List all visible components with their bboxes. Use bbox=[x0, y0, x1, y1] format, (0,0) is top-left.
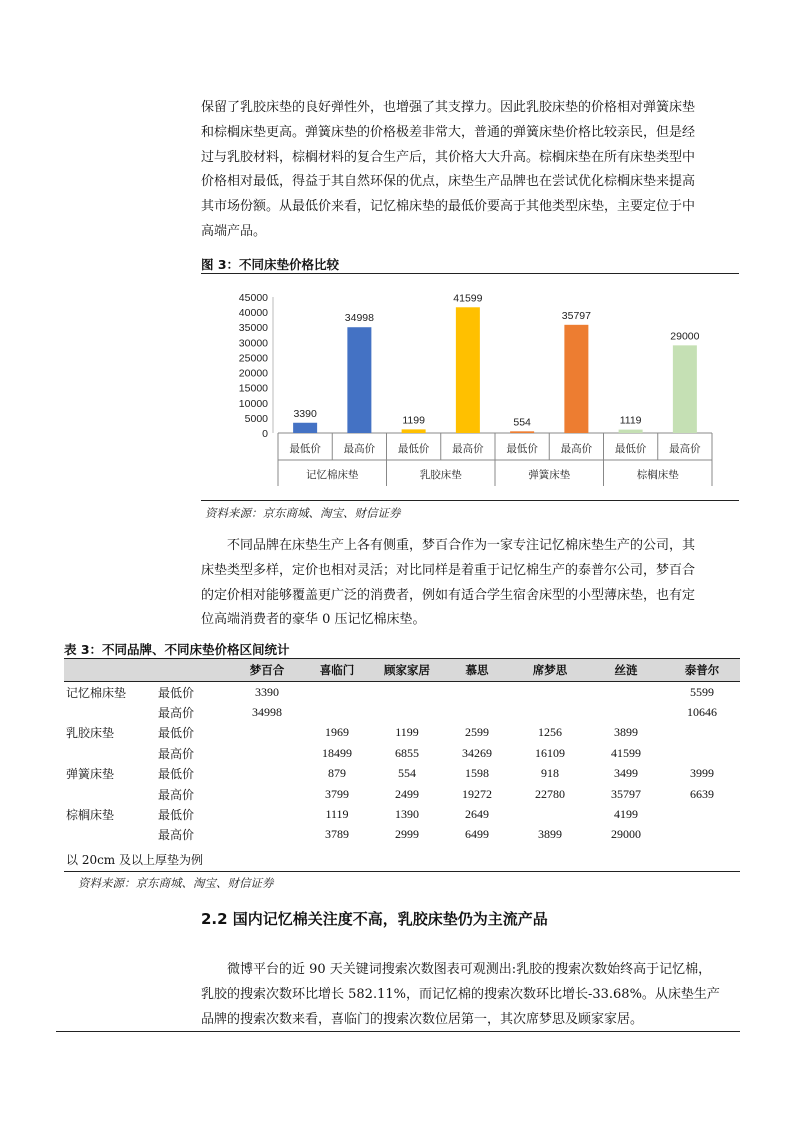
price-cell: 3899 bbox=[538, 827, 562, 842]
mattress-type-cell: 记忆棉床垫 bbox=[66, 685, 127, 700]
y-tick-label: 30000 bbox=[238, 337, 268, 350]
bar-price-type-label: 最低价 bbox=[614, 443, 647, 455]
section-paragraph bbox=[201, 958, 739, 1032]
price-cell bbox=[512, 804, 588, 824]
bar bbox=[510, 431, 534, 433]
price-cell: 2999 bbox=[395, 827, 419, 842]
price-type-cell: 最低价 bbox=[158, 726, 195, 741]
para-line: 价格相对最低，得益于其自然环保的优点，床垫生产品牌也在尝试优化棕榈床垫来提高 bbox=[201, 174, 696, 190]
group-label: 棕榈床垫 bbox=[636, 469, 679, 481]
price-cell: 1390 bbox=[395, 807, 419, 822]
bar-value-label: 1119 bbox=[619, 414, 642, 427]
figure-title: 图 3：不同床垫价格比较 bbox=[201, 257, 340, 272]
price-cell bbox=[664, 825, 740, 845]
price-cell: 879 bbox=[328, 766, 346, 781]
para-line: 保留了乳胶床垫的良好弹性外，也增强了其支撑力。因此乳胶床垫的价格相对弹簧床垫 bbox=[201, 100, 696, 115]
price-type-cell: 最高价 bbox=[158, 706, 195, 721]
header-cell bbox=[148, 659, 232, 682]
price-cell bbox=[588, 682, 664, 703]
para-line: 床垫类型多样，定价也相对灵活；对比同样是着重于记忆棉生产的泰普尔公司，梦百合 bbox=[201, 562, 696, 578]
price-cell: 2649 bbox=[465, 807, 489, 822]
mattress-type-cell bbox=[64, 702, 148, 722]
price-cell bbox=[442, 682, 512, 703]
para-line: 和棕榈床垫更高。弹簧床垫的价格极差非常大，普通的弹簧床垫价格比较亲民，但是经 bbox=[201, 124, 696, 140]
y-tick-label: 5000 bbox=[244, 412, 268, 425]
para-line: 品牌的搜索次数来看，喜临门的搜索次数位居第一，其次席梦思及顾家家居。 bbox=[201, 1011, 644, 1027]
mattress-type-cell: 棕榈床垫 bbox=[66, 808, 115, 823]
price-cell: 3899 bbox=[614, 725, 638, 740]
price-cell bbox=[372, 702, 442, 722]
price-cell bbox=[442, 702, 512, 722]
middle-paragraph bbox=[201, 534, 739, 633]
para-line: 乳胶的搜索次数环比增长 582.11%，而记忆棉的搜索次数环比增长-33.68%。从床垫生产 bbox=[201, 986, 720, 1002]
price-cell: 3789 bbox=[325, 827, 349, 842]
price-cell bbox=[302, 682, 372, 703]
y-tick-label: 15000 bbox=[238, 382, 268, 395]
price-cell: 34269 bbox=[462, 745, 492, 760]
price-cell: 6499 bbox=[465, 827, 489, 842]
bar-value-label: 3390 bbox=[293, 407, 317, 420]
bar-price-type-label: 最低价 bbox=[397, 443, 430, 455]
header-brand-mengbaihe: 梦百合 bbox=[232, 659, 302, 682]
price-cell: 554 bbox=[398, 766, 416, 781]
price-cell: 1256 bbox=[538, 725, 562, 740]
price-cell: 6855 bbox=[395, 745, 419, 760]
table-row bbox=[64, 764, 740, 784]
price-type-cell: 最低价 bbox=[158, 767, 195, 782]
intro-paragraph bbox=[201, 96, 739, 245]
mattress-type-cell bbox=[64, 825, 148, 845]
price-cell: 18499 bbox=[322, 745, 352, 760]
bar-price-type-label: 最高价 bbox=[669, 443, 701, 455]
bar-value-label: 35797 bbox=[561, 309, 591, 322]
price-cell: 1199 bbox=[395, 725, 419, 740]
price-type-cell: 最低价 bbox=[158, 808, 195, 823]
y-tick-label: 20000 bbox=[238, 367, 268, 380]
price-type-cell: 最低价 bbox=[158, 685, 195, 700]
para-line: 高端产品。 bbox=[201, 223, 267, 239]
table-body bbox=[64, 682, 740, 846]
bar bbox=[293, 423, 317, 433]
y-tick-label: 10000 bbox=[238, 397, 268, 410]
table-note: 以 20cm 及以上厚垫为例 bbox=[66, 853, 203, 867]
bar bbox=[564, 325, 588, 433]
table-row bbox=[64, 825, 740, 845]
bar-price-type-label: 最高价 bbox=[343, 443, 376, 455]
price-cell: 34998 bbox=[252, 705, 282, 720]
group-label: 弹簧床垫 bbox=[528, 469, 571, 481]
para-line: 其市场份额。从最低价来看，记忆棉床垫的最低价要高于其他类型床垫，主要定位于中 bbox=[201, 199, 696, 215]
price-cell: 29000 bbox=[611, 827, 641, 842]
y-tick-label: 40000 bbox=[238, 307, 268, 320]
para-line: 的定价相对能够覆盖更广泛的消费者，例如有适合学生宿舍床型的小型薄床垫，也有定 bbox=[201, 587, 696, 603]
price-type-cell: 最高价 bbox=[158, 746, 195, 761]
price-cell bbox=[232, 804, 302, 824]
bar-price-type-label: 最低价 bbox=[506, 443, 538, 455]
table-row bbox=[64, 784, 740, 804]
header-brand-silian: 丝涟 bbox=[588, 659, 664, 682]
bar-value-label: 29000 bbox=[670, 330, 700, 343]
price-cell bbox=[664, 743, 740, 763]
bar bbox=[619, 430, 643, 433]
price-cell: 2599 bbox=[465, 725, 489, 740]
bar bbox=[456, 307, 480, 433]
y-tick-label: 35000 bbox=[238, 322, 268, 335]
price-cell bbox=[232, 764, 302, 784]
price-cell: 5599 bbox=[690, 684, 714, 699]
bar-price-type-label: 最低价 bbox=[289, 443, 321, 455]
price-cell: 1598 bbox=[465, 766, 489, 781]
price-cell bbox=[512, 682, 588, 703]
table-header-row bbox=[64, 659, 740, 682]
price-cell bbox=[372, 682, 442, 703]
bar-value-label: 554 bbox=[513, 416, 531, 429]
bar bbox=[673, 345, 697, 433]
para-line: 过与乳胶材料，棕榈材料的复合生产后，其价格大大升高。棕榈床垫在所有床垫类型中 bbox=[201, 149, 696, 165]
para-line: 位高端消费者的豪华 0 压记忆棉床垫。 bbox=[201, 612, 426, 628]
header-brand-musi: 慕思 bbox=[442, 659, 512, 682]
bar bbox=[347, 327, 371, 433]
price-cell bbox=[588, 702, 664, 722]
table-source: 资料来源：京东商城、淘宝、财信证券 bbox=[78, 876, 274, 890]
price-cell: 4199 bbox=[614, 807, 638, 822]
header-brand-gujiajiaju: 顾家家居 bbox=[372, 659, 442, 682]
header-cell bbox=[64, 659, 148, 682]
table-row bbox=[64, 723, 740, 743]
price-cell bbox=[232, 743, 302, 763]
price-cell bbox=[664, 804, 740, 824]
price-cell: 16109 bbox=[535, 745, 565, 760]
price-cell: 918 bbox=[541, 766, 559, 781]
price-cell: 10646 bbox=[687, 705, 717, 720]
price-cell: 1119 bbox=[325, 807, 349, 822]
mattress-type-cell bbox=[64, 743, 148, 763]
mattress-type-cell bbox=[64, 784, 148, 804]
y-tick-label: 45000 bbox=[238, 292, 268, 304]
price-cell bbox=[232, 784, 302, 804]
price-cell bbox=[664, 723, 740, 743]
bar-value-label: 1199 bbox=[402, 414, 425, 427]
table-row bbox=[64, 804, 740, 824]
group-label: 记忆棉床垫 bbox=[306, 469, 359, 481]
page-bottom-rule bbox=[56, 1031, 740, 1032]
table-header bbox=[64, 659, 740, 682]
table-title: 表 3：不同品牌、不同床垫价格区间统计 bbox=[64, 642, 290, 657]
price-cell: 3799 bbox=[325, 786, 349, 801]
price-cell bbox=[512, 702, 588, 722]
price-cell bbox=[302, 702, 372, 722]
y-tick-label: 25000 bbox=[238, 352, 268, 365]
table-bottom-rule bbox=[64, 871, 740, 872]
price-range-table bbox=[64, 658, 740, 845]
bar-value-label: 34998 bbox=[344, 312, 374, 325]
table-row bbox=[64, 682, 740, 703]
table-row bbox=[64, 743, 740, 763]
price-cell: 19272 bbox=[462, 786, 492, 801]
price-cell: 41599 bbox=[611, 745, 641, 760]
bar bbox=[402, 429, 426, 433]
header-brand-ximengsi: 席梦思 bbox=[512, 659, 588, 682]
para-line: 微博平台的近 90 天关键词搜索次数图表可观测出:乳胶的搜索次数始终高于记忆棉， bbox=[201, 962, 712, 977]
para-line: 不同品牌在床垫生产上各有侧重，梦百合作为一家专注记忆棉床垫生产的公司，其 bbox=[201, 538, 696, 553]
price-cell: 6639 bbox=[690, 786, 714, 801]
price-cell: 35797 bbox=[611, 786, 641, 801]
table-row bbox=[64, 702, 740, 722]
figure-bottom-rule bbox=[201, 500, 739, 501]
bar-price-type-label: 最高价 bbox=[560, 443, 593, 455]
figure-source: 资料来源：京东商城、淘宝、财信证券 bbox=[205, 506, 401, 520]
price-cell bbox=[232, 723, 302, 743]
price-cell: 1969 bbox=[325, 725, 349, 740]
figure-top-rule bbox=[201, 273, 739, 274]
header-brand-xilinmen: 喜临门 bbox=[302, 659, 372, 682]
price-cell: 3999 bbox=[690, 766, 714, 781]
price-type-cell: 最高价 bbox=[158, 828, 195, 843]
mattress-type-cell: 乳胶床垫 bbox=[66, 726, 115, 741]
bar-value-label: 41599 bbox=[453, 292, 483, 305]
price-cell: 3390 bbox=[255, 684, 279, 699]
price-cell: 3499 bbox=[614, 766, 638, 781]
group-label: 乳胶床垫 bbox=[419, 469, 462, 481]
price-cell bbox=[232, 825, 302, 845]
header-brand-taipuer: 泰普尔 bbox=[664, 659, 740, 682]
price-comparison-chart bbox=[201, 276, 739, 494]
bar-price-type-label: 最高价 bbox=[452, 443, 484, 455]
price-cell: 22780 bbox=[535, 786, 565, 801]
section-heading: 2.2 国内记忆棉关注度不高，乳胶床垫仍为主流产品 bbox=[201, 910, 548, 928]
price-cell: 2499 bbox=[395, 786, 419, 801]
price-type-cell: 最高价 bbox=[158, 787, 195, 802]
y-tick-label: 0 bbox=[262, 428, 268, 440]
mattress-type-cell: 弹簧床垫 bbox=[66, 767, 115, 782]
